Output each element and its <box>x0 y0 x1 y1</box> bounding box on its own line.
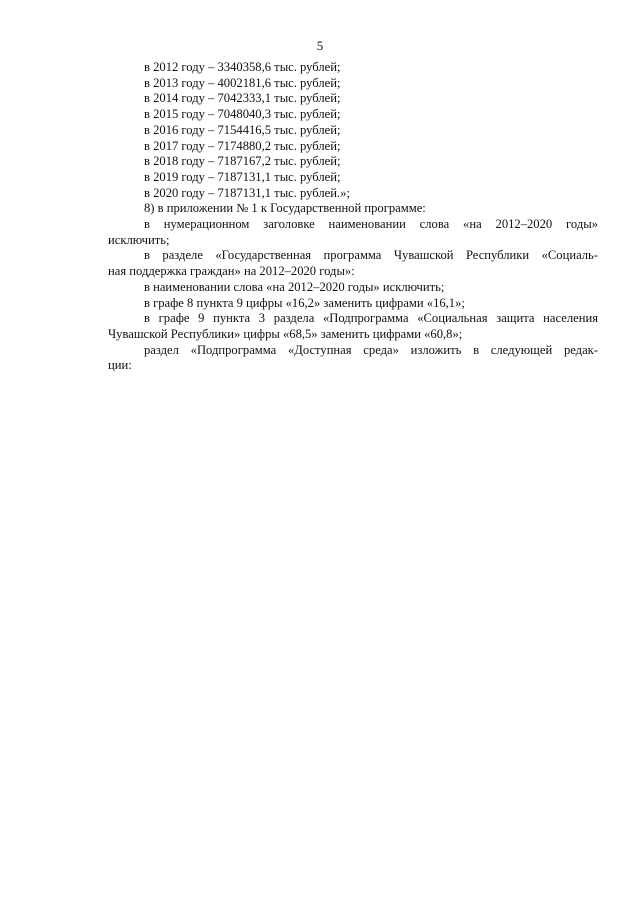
year-2014-line: в 2014 году – 7042333,1 тыс. рублей; <box>144 91 341 106</box>
subprogram-paragraph-line-2: ции: <box>108 358 132 373</box>
item-8-heading: 8) в приложении № 1 к Государственной программе: <box>144 201 426 216</box>
column-9-paragraph-line-2: Чувашской Республики» цифры «68,5» заменить цифрами «60,8»; <box>108 326 463 341</box>
year-2020-line: в 2020 году – 7187131,1 тыс. рублей.»; <box>144 185 350 200</box>
year-2018-line: в 2018 году – 7187167,2 тыс. рублей; <box>144 154 341 169</box>
section-paragraph-line-2: ная поддержка граждан» на 2012–2020 годы»: <box>108 264 355 279</box>
year-2019-line: в 2019 году – 7187131,1 тыс. рублей; <box>144 169 341 184</box>
subprogram-paragraph-line-1: раздел «Подпрограмма «Доступная среда» изложить в следующей редак- <box>144 342 598 357</box>
year-2012-line: в 2012 году – 3340358,6 тыс. рублей; <box>144 60 341 74</box>
column-9-paragraph-line-1: в графе 9 пункта 3 раздела «Подпрограмма «Социальная защита населения <box>144 311 598 326</box>
section-paragraph-line-1: в разделе «Государственная программа Чувашской Республики «Социаль- <box>144 248 598 263</box>
numbering-paragraph-line-1: в нумерационном заголовке наименовании слова «на 2012–2020 годы» <box>144 217 598 232</box>
column-8-paragraph: в графе 8 пункта 9 цифры «16,2» заменить цифрами «16,1»; <box>144 295 465 310</box>
year-2013-line: в 2013 году – 4002181,6 тыс. рублей; <box>144 75 341 90</box>
year-2015-line: в 2015 году – 7048040,3 тыс. рублей; <box>144 107 341 122</box>
year-2017-line: в 2017 году – 7174880,2 тыс. рублей; <box>144 138 341 153</box>
document-body <box>108 60 598 374</box>
page-number: 5 <box>316 38 324 53</box>
year-2016-line: в 2016 году – 7154416,5 тыс. рублей; <box>144 122 341 137</box>
name-paragraph: в наименовании слова «на 2012–2020 годы» исключить; <box>144 279 445 294</box>
numbering-paragraph-line-2: исключить; <box>108 232 170 247</box>
